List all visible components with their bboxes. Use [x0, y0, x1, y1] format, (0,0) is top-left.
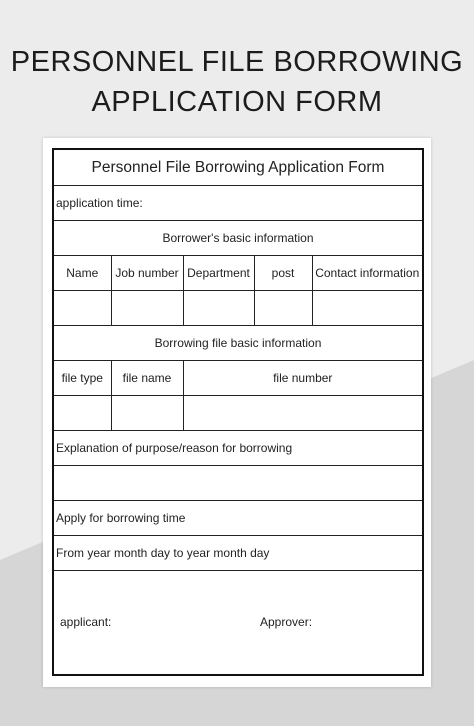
column-header-contact-information: Contact information [312, 256, 423, 291]
file-name-input-cell[interactable] [111, 396, 183, 431]
column-header-file-number: file number [183, 361, 423, 396]
job-number-input-cell[interactable] [111, 291, 183, 326]
approver-signature-field[interactable]: Approver: [260, 615, 313, 629]
contact-information-input-cell[interactable] [312, 291, 423, 326]
file-type-input-cell[interactable] [53, 396, 111, 431]
application-form-table [52, 148, 424, 676]
application-time-field[interactable]: application time: [53, 186, 423, 221]
purpose-input-cell[interactable] [53, 466, 423, 501]
form-title: Personnel File Borrowing Application Form [53, 149, 423, 186]
borrowing-time-label: Apply for borrowing time [53, 501, 423, 536]
signature-cell [53, 571, 423, 676]
purpose-label: Explanation of purpose/reason for borrowing [53, 431, 423, 466]
borrower-header-row [53, 256, 423, 291]
applicant-signature-field[interactable]: applicant: [60, 615, 112, 629]
borrowing-time-row [53, 501, 423, 536]
column-header-job-number: Job number [111, 256, 183, 291]
purpose-label-row [53, 431, 423, 466]
date-range-field[interactable]: From year month day to year month day [53, 536, 423, 571]
file-section-row [53, 326, 423, 361]
borrower-input-row [53, 291, 423, 326]
form-title-row [53, 149, 423, 186]
page-heading-line-2: APPLICATION FORM [91, 86, 383, 118]
file-header-row [53, 361, 423, 396]
form-paper [43, 138, 431, 687]
department-input-cell[interactable] [183, 291, 254, 326]
column-header-name: Name [53, 256, 111, 291]
page-heading-line-1: PERSONNEL FILE BORROWING [10, 46, 464, 78]
page-heading [0, 42, 474, 122]
borrower-section-row [53, 221, 423, 256]
column-header-file-name: file name [111, 361, 183, 396]
borrower-section-heading: Borrower's basic information [53, 221, 423, 256]
application-time-row [53, 186, 423, 221]
date-range-row [53, 536, 423, 571]
post-input-cell[interactable] [254, 291, 312, 326]
file-number-input-cell[interactable] [183, 396, 423, 431]
signature-row [53, 571, 423, 676]
purpose-input-row [53, 466, 423, 501]
column-header-department: Department [183, 256, 254, 291]
column-header-post: post [254, 256, 312, 291]
file-input-row [53, 396, 423, 431]
column-header-file-type: file type [53, 361, 111, 396]
name-input-cell[interactable] [53, 291, 111, 326]
file-section-heading: Borrowing file basic information [53, 326, 423, 361]
